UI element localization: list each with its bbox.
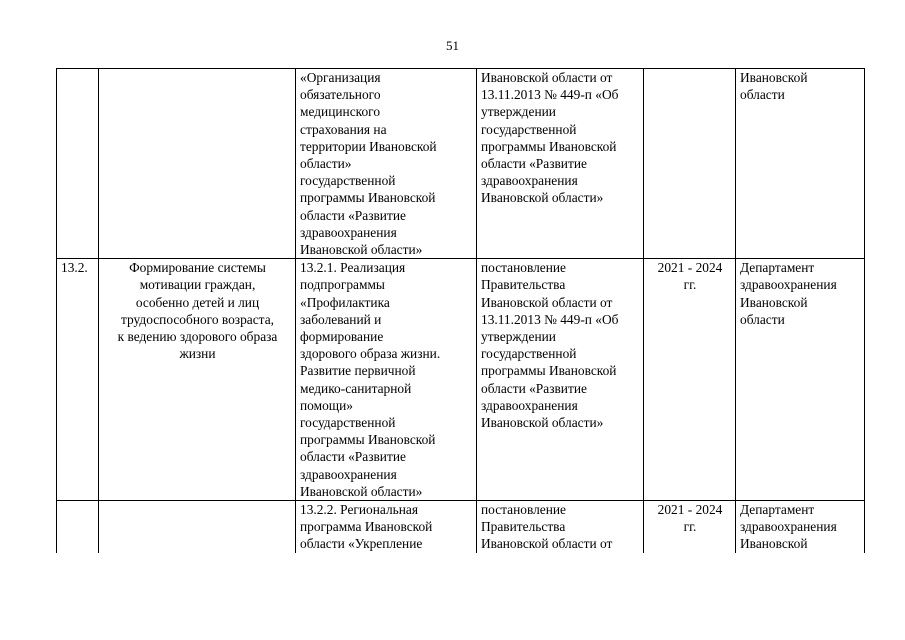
cell-line: области»: [300, 156, 352, 172]
cell-line: мотивации граждан,: [139, 277, 256, 293]
cell-line: программы Ивановской: [481, 363, 617, 379]
table-row: [57, 501, 865, 553]
cell-line: жизни: [179, 346, 216, 362]
cell-measure: [99, 69, 296, 259]
cell-line: здравоохранения: [300, 466, 397, 482]
cell-line: постановление: [481, 260, 567, 276]
cell-line: области «Развитие: [300, 449, 406, 465]
cell-line: области «Развитие: [300, 207, 406, 223]
cell-number: [57, 69, 99, 259]
cell-document: [477, 501, 644, 553]
cell-line: Ивановской области»: [300, 242, 423, 258]
cell-line: 13.11.2013 № 449-п «Об: [481, 311, 619, 327]
cell-line: здравоохранения: [300, 224, 397, 240]
cell-event: [296, 259, 477, 501]
cell-line: обязательного: [300, 87, 381, 103]
cell-line: к ведению здорового образа: [117, 329, 278, 345]
cell-line: Ивановской области»: [481, 190, 604, 206]
cell-line: Департамент: [740, 502, 815, 518]
cell-line: заболеваний и: [300, 311, 382, 327]
cell-line: гг.: [683, 519, 697, 535]
cell-line: территории Ивановской: [300, 138, 437, 154]
cell-line: трудоспособного возраста,: [121, 311, 274, 327]
cell-line: медицинского: [300, 104, 381, 120]
cell-line: Департамент: [740, 260, 815, 276]
cell-line: области «Развитие: [481, 380, 587, 396]
cell-number: [57, 501, 99, 553]
cell-line: программы Ивановской: [300, 190, 436, 206]
cell-line: государственной: [300, 415, 396, 431]
cell-document: [477, 69, 644, 259]
cell-line: Ивановской: [740, 70, 808, 85]
cell-line: Ивановской: [740, 294, 808, 310]
cell-line: Ивановской области от: [481, 70, 613, 85]
table-row: [57, 69, 865, 259]
cell-line: 13.11.2013 № 449-п «Об: [481, 87, 619, 103]
table-row: [57, 259, 865, 501]
cell-line: программы Ивановской: [481, 138, 617, 154]
cell-line: государственной: [481, 346, 577, 362]
cell-line: программа Ивановской: [300, 519, 433, 535]
cell-line: формирование: [300, 329, 384, 345]
cell-line: «Организация: [300, 70, 381, 85]
cell-period: [644, 501, 736, 553]
cell-line: области «Развитие: [481, 156, 587, 172]
cell-period: [644, 259, 736, 501]
cell-line: 2021 - 2024: [657, 502, 723, 518]
cell-line: здравоохранения: [740, 277, 837, 293]
cell-event: [296, 501, 477, 553]
cell-line: постановление: [481, 502, 567, 518]
cell-line: области «Укрепление: [300, 536, 423, 552]
page-number: 51: [446, 38, 459, 53]
cell-line: Правительства: [481, 519, 566, 535]
cell-line: 13.2.1. Реализация: [300, 260, 406, 276]
cell-line: утверждении: [481, 329, 556, 345]
cell-executor: [736, 69, 865, 259]
cell-executor: [736, 501, 865, 553]
cell-event: [296, 69, 477, 259]
cell-line: утверждении: [481, 104, 556, 120]
cell-line: здравоохранения: [481, 173, 578, 189]
cell-line: Ивановской области»: [300, 483, 423, 499]
cell-line: здорового образа жизни.: [300, 346, 441, 362]
cell-text: 13.2.: [61, 260, 88, 276]
cell-executor: [736, 259, 865, 501]
cell-measure: [99, 501, 296, 553]
measures-table: [56, 68, 865, 553]
cell-line: Правительства: [481, 277, 566, 293]
cell-line: Ивановской: [740, 536, 808, 552]
cell-line: Формирование системы: [129, 260, 266, 276]
cell-line: области: [740, 87, 785, 103]
cell-line: 13.2.2. Региональная: [300, 502, 419, 518]
cell-line: страхования на: [300, 121, 387, 137]
cell-line: Ивановской области от: [481, 294, 613, 310]
cell-line: государственной: [481, 121, 577, 137]
cell-line: Ивановской области»: [481, 415, 604, 431]
cell-line: области: [740, 311, 785, 327]
cell-line: подпрограммы: [300, 277, 385, 293]
cell-measure: [99, 259, 296, 501]
cell-line: Ивановской области от: [481, 536, 613, 552]
cell-line: здравоохранения: [481, 397, 578, 413]
cell-line: Развитие первичной: [300, 363, 416, 379]
cell-line: государственной: [300, 173, 396, 189]
cell-line: здравоохранения: [740, 519, 837, 535]
cell-line: гг.: [683, 277, 697, 293]
cell-line: программы Ивановской: [300, 432, 436, 448]
cell-line: медико-санитарной: [300, 380, 412, 396]
cell-line: «Профилактика: [300, 294, 390, 310]
cell-line: помощи»: [300, 397, 353, 413]
cell-number: [57, 259, 99, 501]
cell-line: особенно детей и лиц: [135, 294, 260, 310]
cell-period: [644, 69, 736, 259]
cell-document: [477, 259, 644, 501]
cell-line: 2021 - 2024: [657, 260, 723, 276]
